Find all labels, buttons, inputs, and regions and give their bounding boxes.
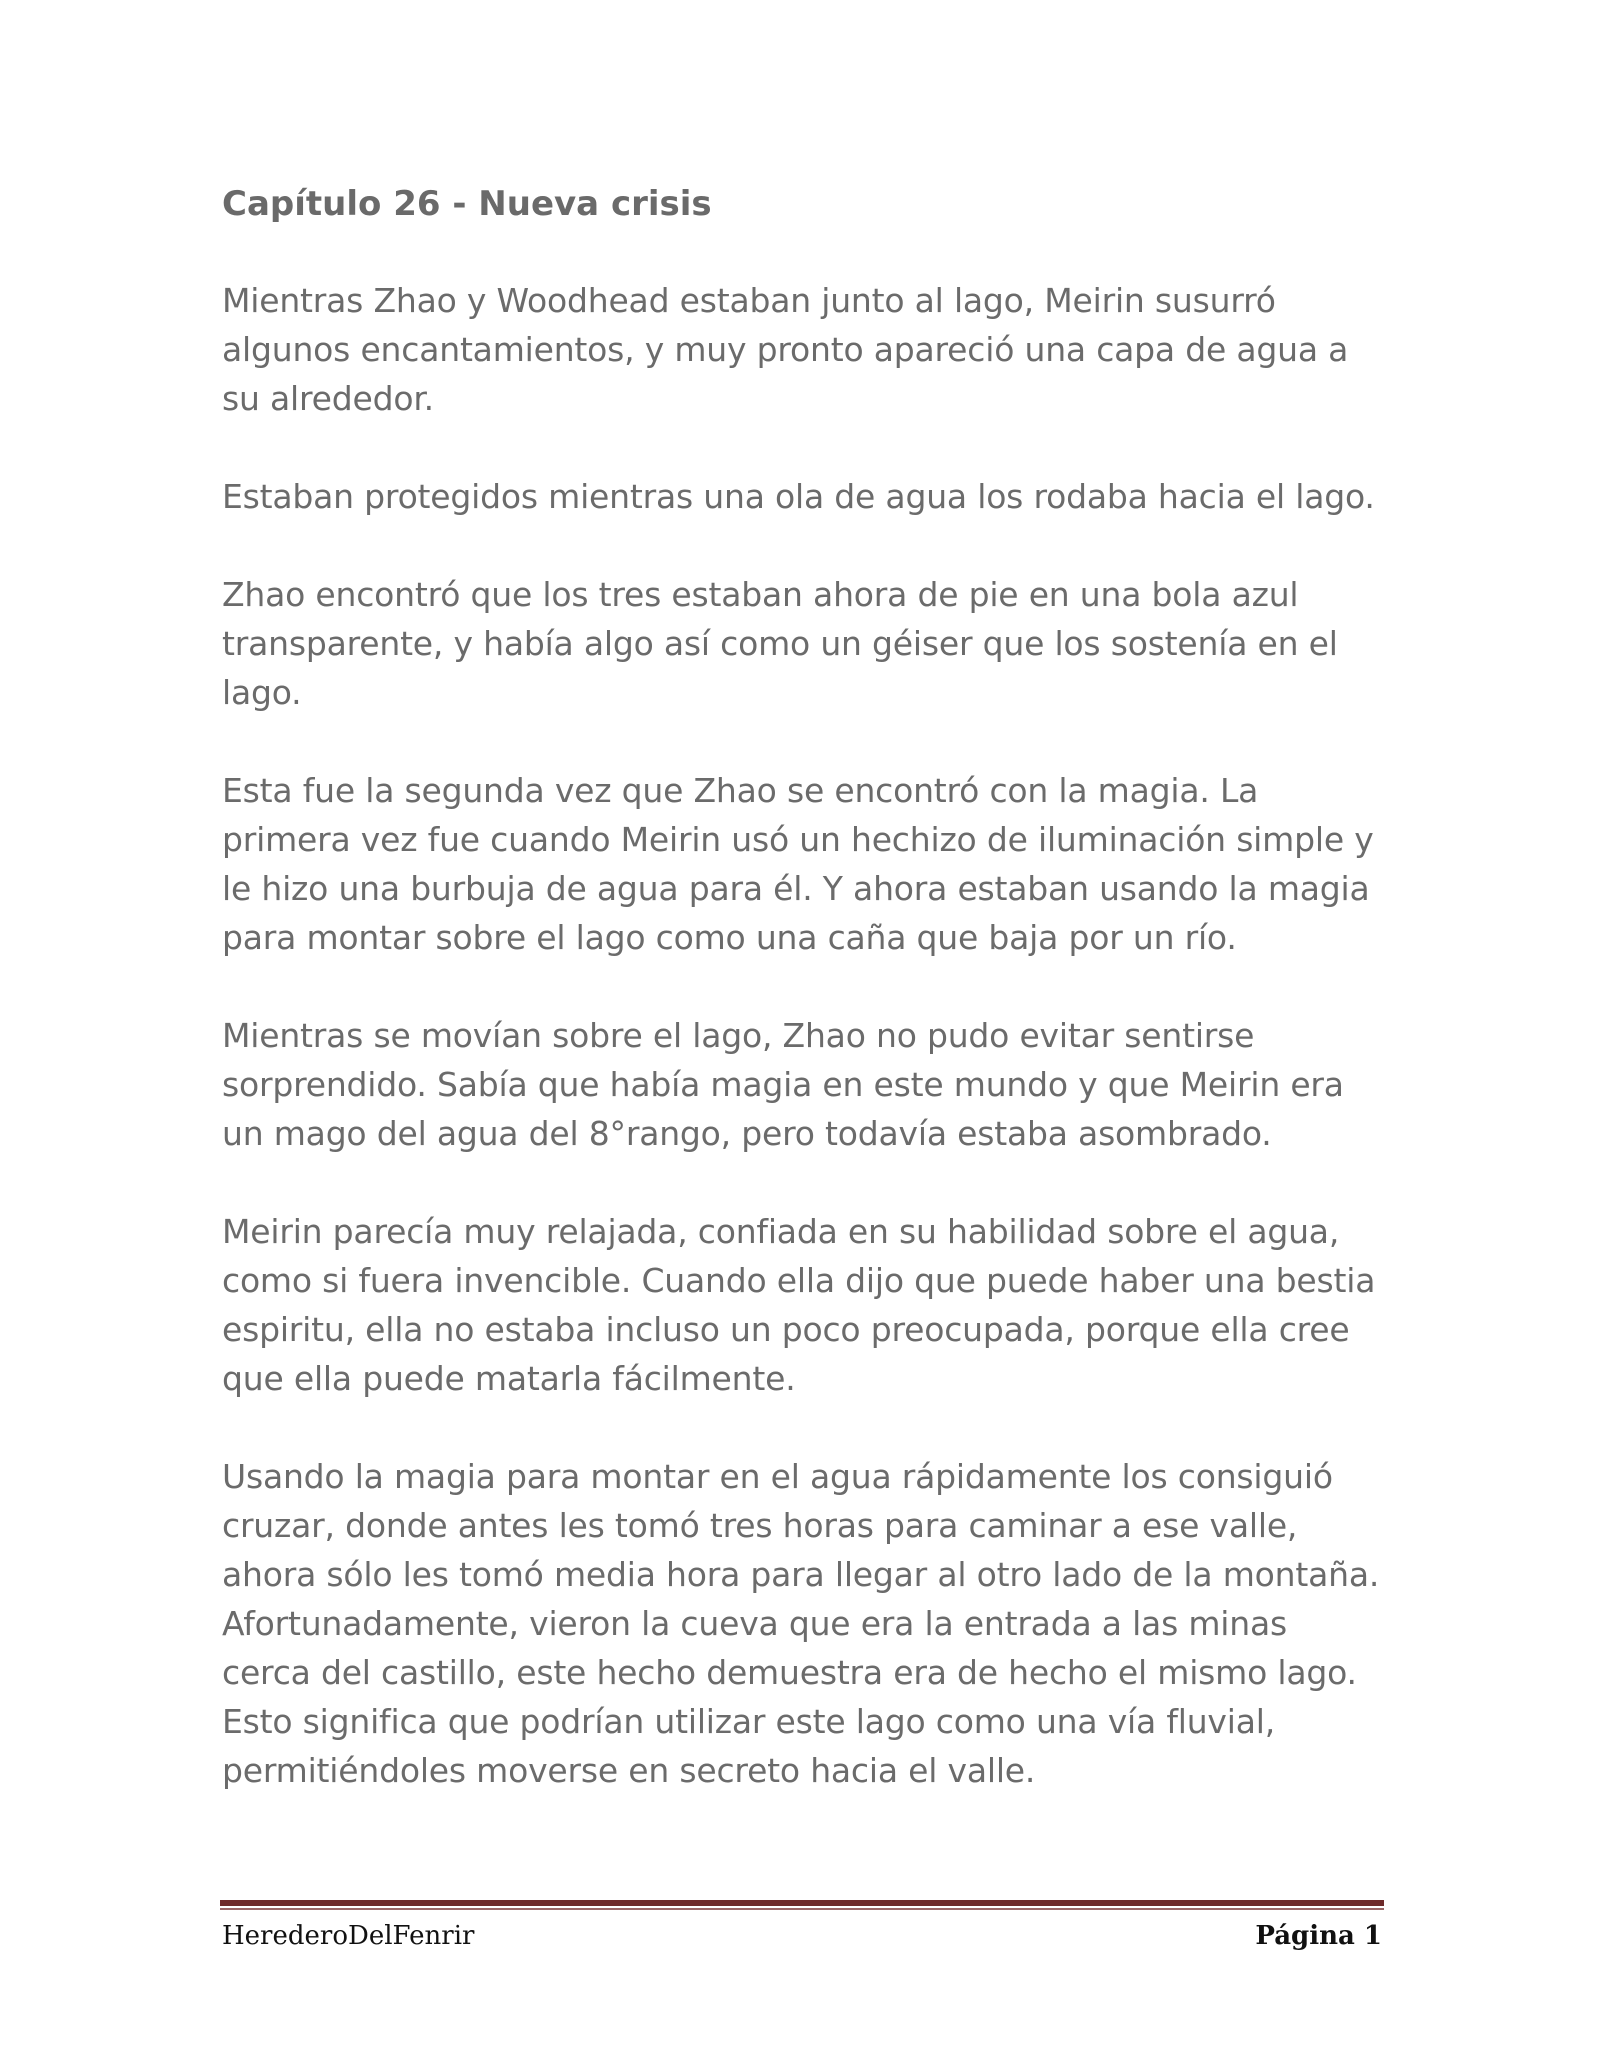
- paragraph: Mientras se movían sobre el lago, Zhao no pudo evitar sentirse sorprendido. Sabía que había magia en este mundo y que Meirin era un mago del agua del 8°rango, pero todavía estaba asombrado.: [222, 1016, 1344, 1153]
- paragraph: Estaban protegidos mientras una ola de agua los rodaba hacia el lago.: [222, 477, 1375, 516]
- footer-divider-thin: [220, 1908, 1384, 1910]
- paragraph: Esta fue la segunda vez que Zhao se encontró con la magia. La primera vez fue cuando Meirin usó un hechizo de iluminación simple y le hizo una burbuja de agua para él. Y ahora estaban usando la magia para montar sobre el lago como una caña que baja por un río.: [222, 771, 1374, 957]
- footer-page-number: Página 1: [1255, 1921, 1382, 1951]
- page-footer: [222, 1918, 1382, 1958]
- footer-author: HerederoDelFenrir: [222, 1921, 475, 1951]
- paragraph: Usando la magia para montar en el agua rápidamente los consiguió cruzar, donde antes les tomó tres horas para caminar a ese valle, ahora sólo les tomó media hora para llegar al otro lado de la montaña. Afortunadamente, vieron la cueva que era la entrada a las minas cerca del castillo, este hecho demuestra era de hecho el mismo lago. Esto significa que podrían utilizar este lago como una vía fluvial, permitiéndoles moverse en secreto hacia el valle.: [222, 1457, 1380, 1790]
- paragraph: Zhao encontró que los tres estaban ahora de pie en una bola azul transparente, y había algo así como un géiser que los sostenía en el lago.: [222, 575, 1338, 712]
- paragraph: Mientras Zhao y Woodhead estaban junto al lago, Meirin susurró algunos encantamientos, y muy pronto apareció una capa de agua a su alrededor.: [222, 281, 1349, 418]
- chapter-title: Capítulo 26 - Nueva crisis: [222, 184, 712, 224]
- paragraph: Meirin parecía muy relajada, confiada en su habilidad sobre el agua, como si fuera invencible. Cuando ella dijo que puede haber una bestia espiritu, ella no estaba incluso un poco preocupada, porque ella cree que ella puede matarla fácilmente.: [222, 1212, 1376, 1398]
- footer-divider: [220, 1900, 1384, 1906]
- document-body: [222, 180, 1382, 1844]
